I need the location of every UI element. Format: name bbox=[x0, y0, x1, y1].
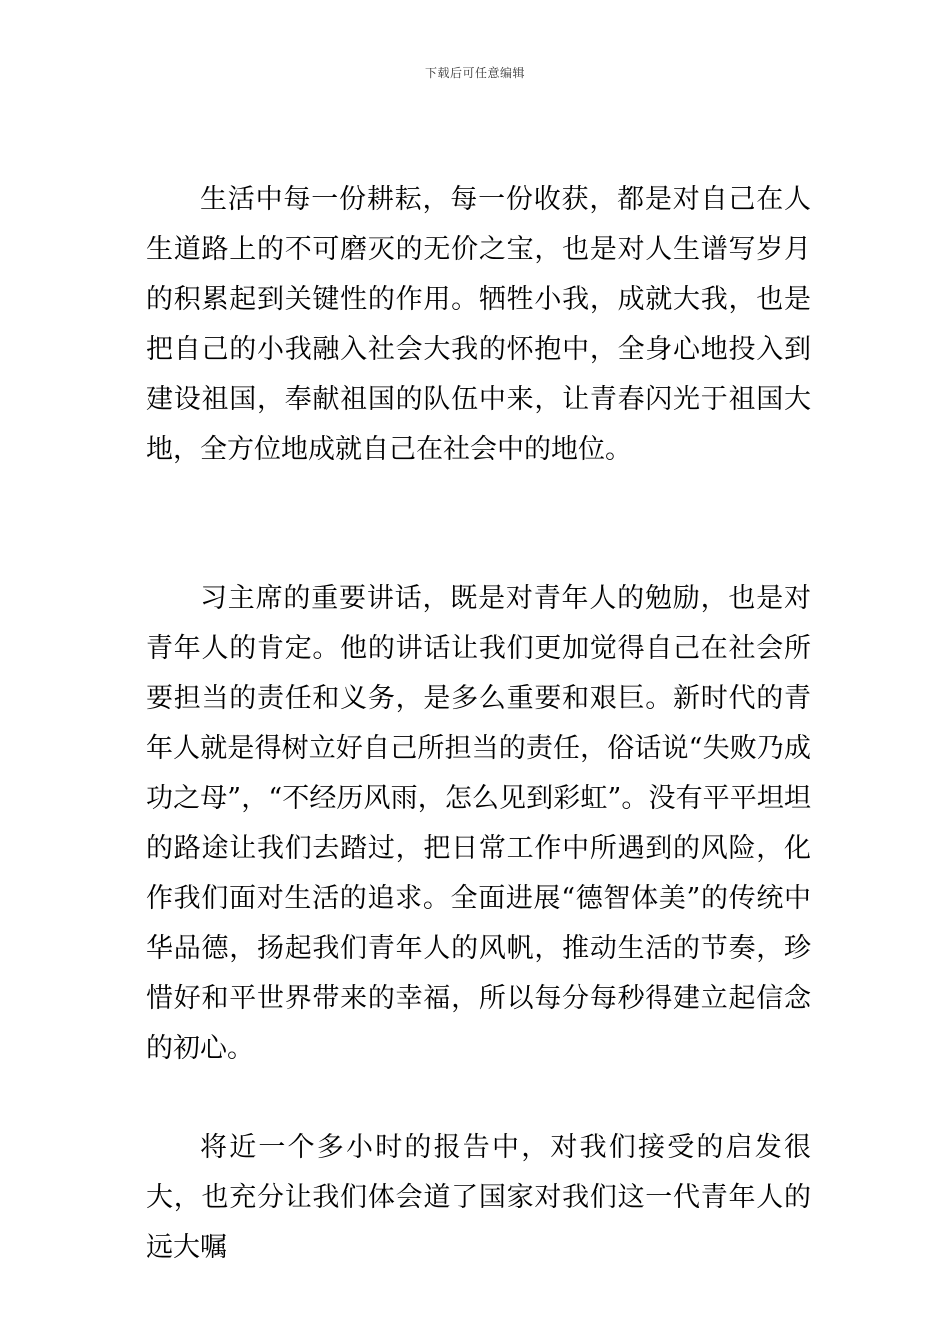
paragraph: 将近一个多小时的报告中，对我们接受的启发很大，也充分让我们体会道了国家对我们这一代青年人的远大嘱 bbox=[146, 1132, 811, 1263]
paragraph-block-1 bbox=[146, 175, 811, 475]
page-header: 下载后可任意编辑 bbox=[424, 66, 525, 80]
paragraph-block-3 bbox=[146, 1123, 811, 1273]
paragraph-block-2 bbox=[146, 574, 811, 1074]
paragraph: 生活中每一份耕耘，每一份收获，都是对自己在人生道路上的不可磨灭的无价之宝，也是对人生谱写岁月的积累起到关键性的作用。牺牲小我，成就大我，也是把自己的小我融入社会大我的怀抱中，全身心地投入到建设祖国，奉献祖国的队伍中来，让青春闪光于祖国大地，全方位地成就自己在社会中的地位。 bbox=[146, 184, 811, 465]
paragraph: 习主席的重要讲话，既是对青年人的勉励，也是对青年人的肯定。他的讲话让我们更加觉得自己在社会所要担当的责任和义务，是多么重要和艰巨。新时代的青年人就是得树立好自己所担当的责任，俗话说“失败乃成功之母”，“不经历风雨，怎么见到彩虹”。没有平平坦坦的路途让我们去踏过，把日常工作中所遇到的风险，化作我们面对生活的追求。全面进展“德智体美”的传统中华品德，扬起我们青年人的风帆，推动生活的节奏，珍惜好和平世界带来的幸福，所以每分每秒得建立起信念的初心。 bbox=[146, 583, 811, 1064]
